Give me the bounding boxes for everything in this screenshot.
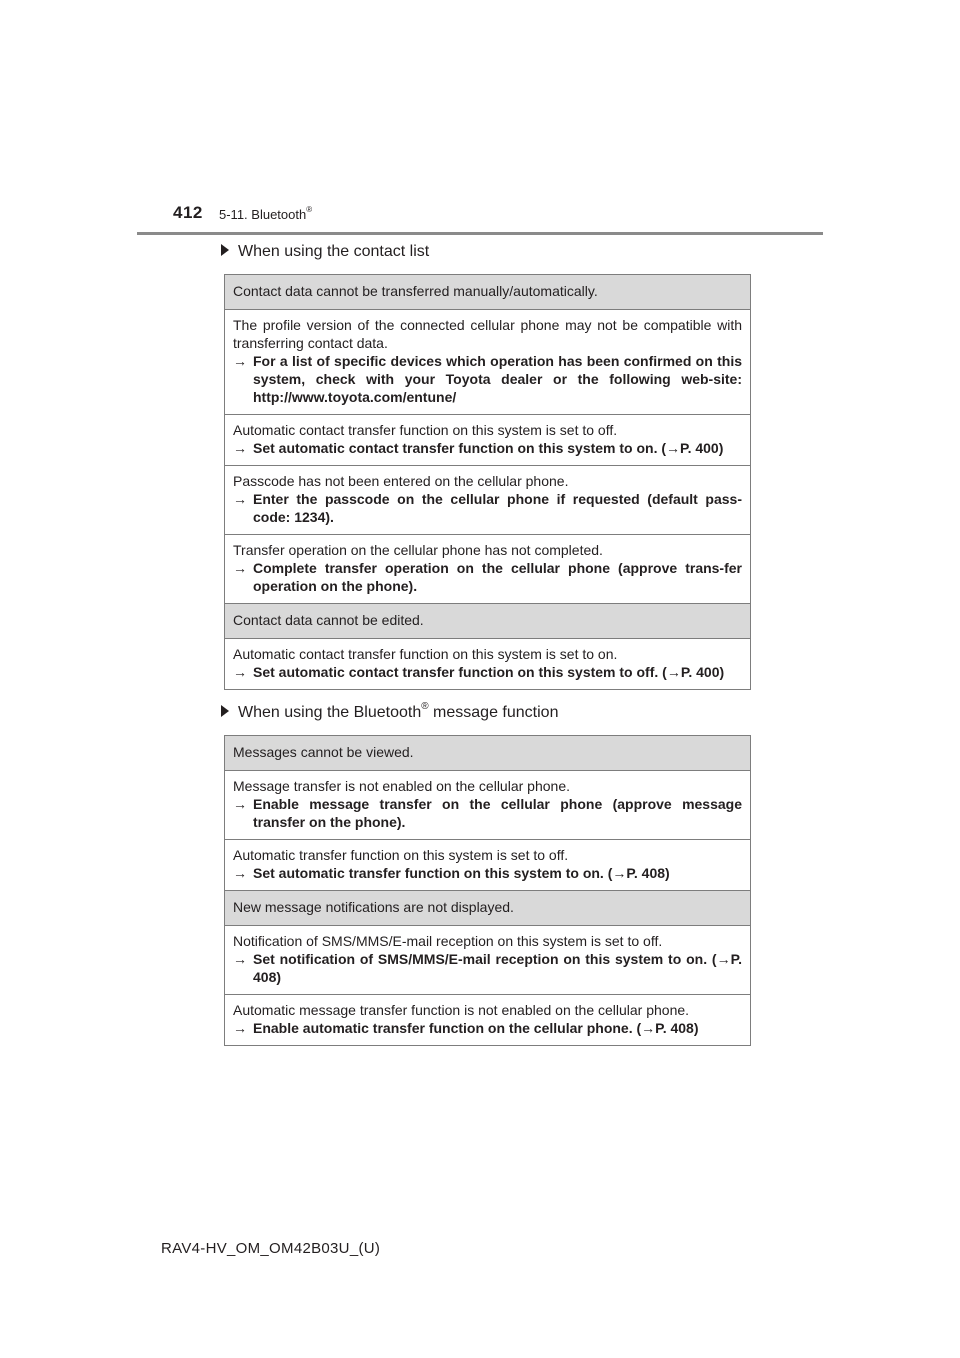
triangle-bullet-icon [221,244,229,256]
remedy-line [233,795,742,831]
contact-list-subhead-text: When using the contact list [238,243,430,260]
cause-text: Message transfer is not enabled on the cellular phone. [233,778,570,794]
table-row [225,535,751,604]
table-heading-row [225,891,751,926]
cause-text: Automatic transfer function on this system is set to off. [233,847,569,863]
remedy-text: Enter the passcode on the cellular phone if requested (default pass-code: 1234). [253,491,742,525]
contact-list-subhead [221,243,429,261]
remedy-line [233,352,742,406]
cause-text: Notification of SMS/MMS/E-mail reception on this system is set to off. [233,933,663,949]
arrow-icon: → [233,1020,247,1036]
remedy-text: Enable message transfer on the cellular phone (approve message transfer on the phone). [253,796,742,830]
remedy-text: Enable automatic transfer function on the cellular phone. (→P. 408) [253,1020,699,1036]
message-subhead-post: message function [428,704,559,721]
remedy-text: Set automatic contact transfer function on this system to off. (→P. 400) [253,664,725,680]
cause-text: The profile version of the connected cellular phone may not be compatible with transferring contact data. [233,317,742,351]
arrow-icon: → [233,865,247,881]
table-row [225,840,751,891]
remedy-line [233,490,742,526]
remedy-text: Set automatic transfer function on this system to on. (→P. 408) [253,865,670,881]
remedy-text: Set automatic contact transfer function on this system to on. (→P. 400) [253,440,724,456]
message-function-table [224,735,751,1046]
table-cell [225,840,751,891]
remedy-line [233,663,742,681]
remedy-line [233,559,742,595]
table-heading-row [225,275,751,310]
page-number: 412 [173,203,203,222]
remedy-text: Complete transfer operation on the cellular phone (approve trans-fer operation on the phone). [253,560,742,594]
table-row [225,926,751,995]
footer-model-code: RAV4-HV_OM_OM42B03U_(U) [161,1240,381,1257]
arrow-icon: → [233,560,247,576]
triangle-bullet-icon [221,705,229,717]
page-header [0,0,960,240]
registered-mark: ® [421,701,429,712]
remedy-line [233,950,742,986]
heading-text: New message notifications are not displayed. [225,891,751,926]
table-row [225,466,751,535]
table-cell [225,415,751,466]
table-cell [225,535,751,604]
section-title [219,207,312,222]
arrow-icon: → [233,664,247,680]
table-row [225,995,751,1046]
remedy-text: For a list of specific devices which operation has been confirmed on this system, check with your Toyota dealer or the following web-site: http://www.toyota.com/entune/ [253,353,742,405]
table-row [225,310,751,415]
remedy-line [233,439,742,457]
arrow-icon: → [233,951,247,967]
registered-mark: ® [306,205,313,214]
heading-text: Contact data cannot be edited. [225,604,751,639]
cause-text: Automatic contact transfer function on this system is set to off. [233,422,618,438]
table-cell [225,926,751,995]
arrow-icon: → [233,353,247,369]
table-cell [225,771,751,840]
arrow-icon: → [233,491,247,507]
arrow-icon: → [233,440,247,456]
table-row [225,415,751,466]
table-row [225,639,751,690]
contact-list-table [224,274,751,690]
heading-text: Contact data cannot be transferred manually/automatically. [225,275,751,310]
arrow-icon: → [233,796,247,812]
table-cell [225,310,751,415]
cause-text: Automatic contact transfer function on this system is set to on. [233,646,618,662]
header-rule [137,232,823,235]
remedy-text: Set notification of SMS/MMS/E-mail reception on this system to on. (→P. 408) [253,951,742,985]
cause-text: Automatic message transfer function is not enabled on the cellular phone. [233,1002,690,1018]
section-title-text: 5-11. Bluetooth [219,207,307,222]
message-function-subhead [221,701,559,722]
cause-text: Transfer operation on the cellular phone has not completed. [233,542,603,558]
message-subhead-pre: When using the Bluetooth [238,704,422,721]
remedy-line [233,864,742,882]
heading-text: Messages cannot be viewed. [225,736,751,771]
table-row [225,771,751,840]
remedy-line [233,1019,742,1037]
table-heading-row [225,604,751,639]
table-cell [225,466,751,535]
cause-text: Passcode has not been entered on the cellular phone. [233,473,569,489]
table-heading-row [225,736,751,771]
table-cell [225,639,751,690]
table-cell [225,995,751,1046]
